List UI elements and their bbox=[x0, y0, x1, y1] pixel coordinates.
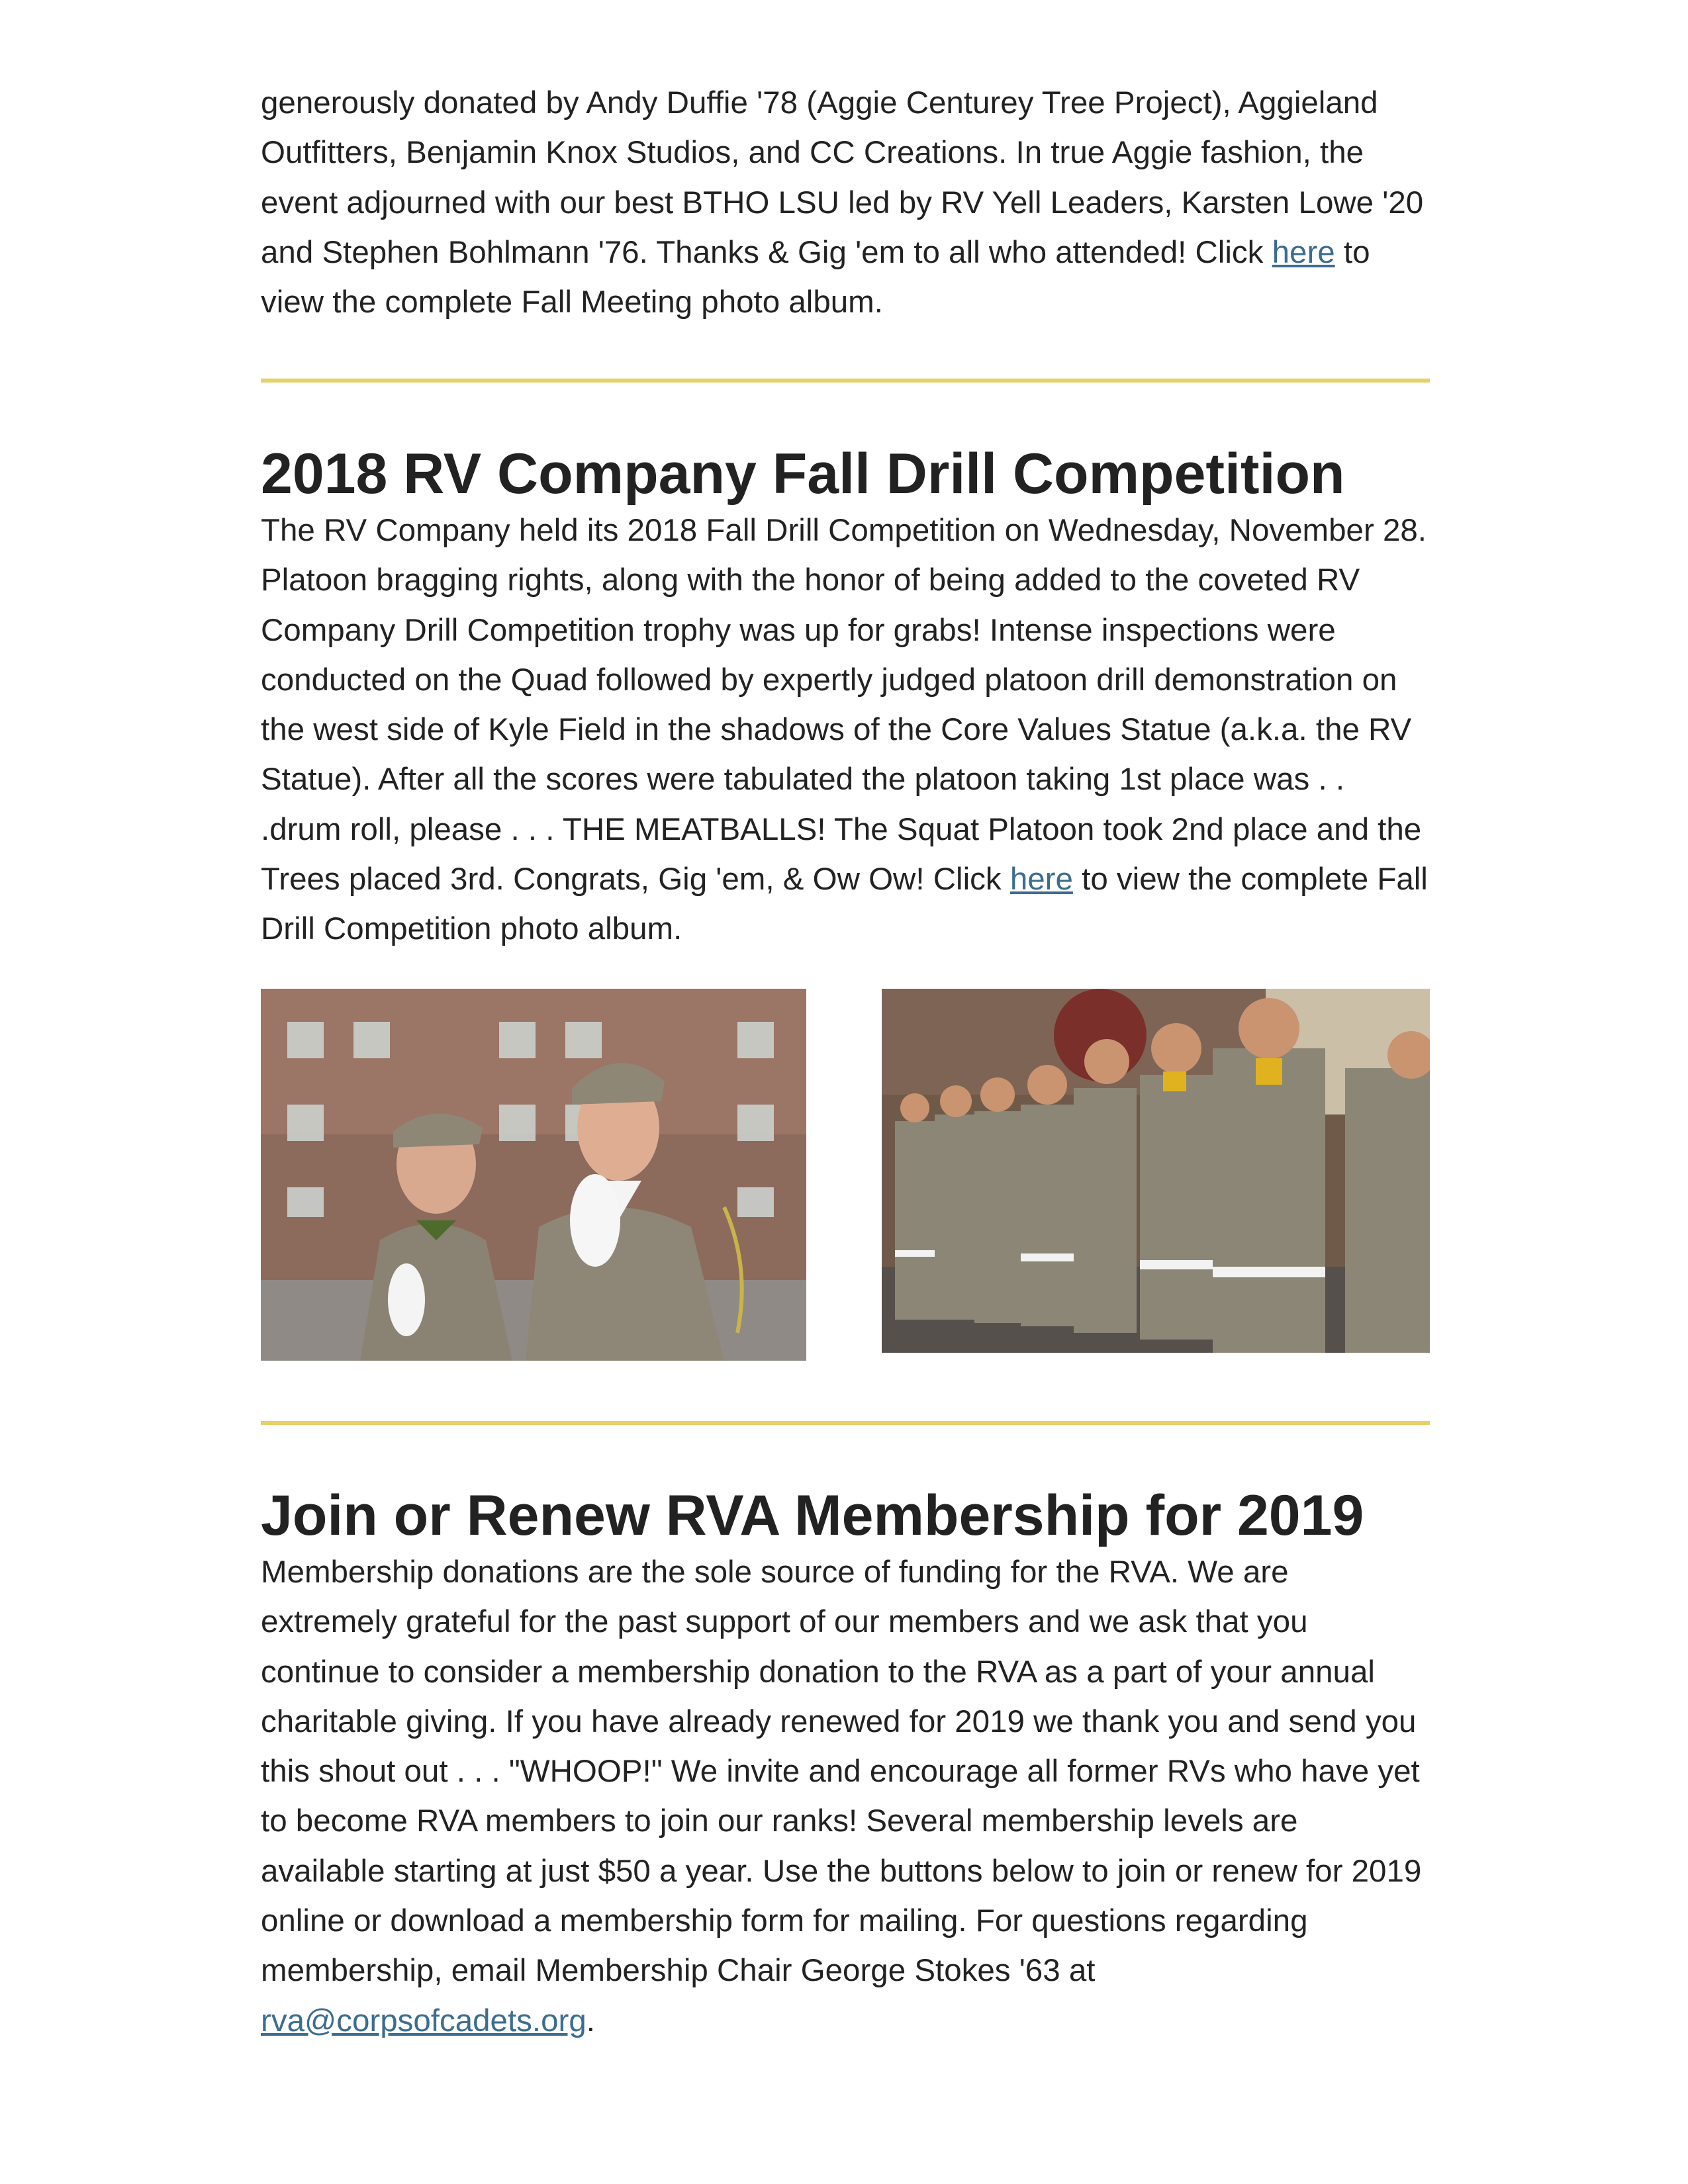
photo-cadets-formation bbox=[882, 989, 1430, 1353]
fall-meeting-album-link[interactable]: here bbox=[1272, 234, 1335, 270]
membership-email-link[interactable]: rva@corpsofcadets.org bbox=[261, 2003, 586, 2038]
membership-paragraph: Membership donations are the sole source of funding for the RVA. We are extremely grateful for the past support of our members and we ask that you continue to consider a membership donation to the RVA as a part of your annual charitable giving. If you have already renewed for 2019 we thank you and send you this shout out . . . "WHOOP!" We invite and encourage all former RVs who have yet to become RVA members to join our ranks! Several membership levels are available starting at just $50 a year. Use the buttons below to join or renew for 2019 online or download a membership form for mailing. For questions regarding membership, email Membership Chair George Stokes '63 at rva@corpsofcadets.org. bbox=[261, 1555, 1422, 2038]
section-divider bbox=[261, 379, 1430, 383]
drill-album-link[interactable]: here bbox=[1009, 862, 1073, 897]
membership-title: Join or Renew RVA Membership for 2019 bbox=[261, 1484, 1364, 1547]
intro-section bbox=[261, 78, 1430, 327]
intro-paragraph: generously donated by Andy Duffie '78 (Aggie Centurey Tree Project), Aggieland Outfitters, Benjamin Knox Studios, and CC Creations. In true Aggie fashion, the event adjourned with our best BTHO LSU led by RV Yell Leaders, Karsten Lowe '20 and Stephen Bohlmann '76. Thanks & Gig 'em to all who attended! Click here to view the complete Fall Meeting photo album. bbox=[261, 85, 1424, 320]
section-divider bbox=[261, 1421, 1430, 1425]
drill-title: 2018 RV Company Fall Drill Competition bbox=[261, 442, 1345, 506]
membership-section bbox=[261, 1482, 1430, 2046]
drill-section bbox=[261, 441, 1430, 954]
drill-paragraph: The RV Company held its 2018 Fall Drill Competition on Wednesday, November 28. Platoon bragging rights, along with the honor of being added to the coveted RV Company Drill Competition trophy was up for grabs! Intense inspections were conducted on the Quad followed by expertly judged platoon drill demonstration on the west side of Kyle Field in the shadows of the Core Values Statue (a.k.a. the RV Statue). After all the scores were tabulated the platoon taking 1st place was . . .drum roll, please . . . THE MEATBALLS! The Squat Platoon took 2nd place and the Trees placed 3rd. Congrats, Gig 'em, & Ow Ow! Click here to view the complete Fall Drill Competition photo album. bbox=[261, 513, 1428, 947]
photo-cadets-thumbs-up bbox=[261, 989, 806, 1361]
